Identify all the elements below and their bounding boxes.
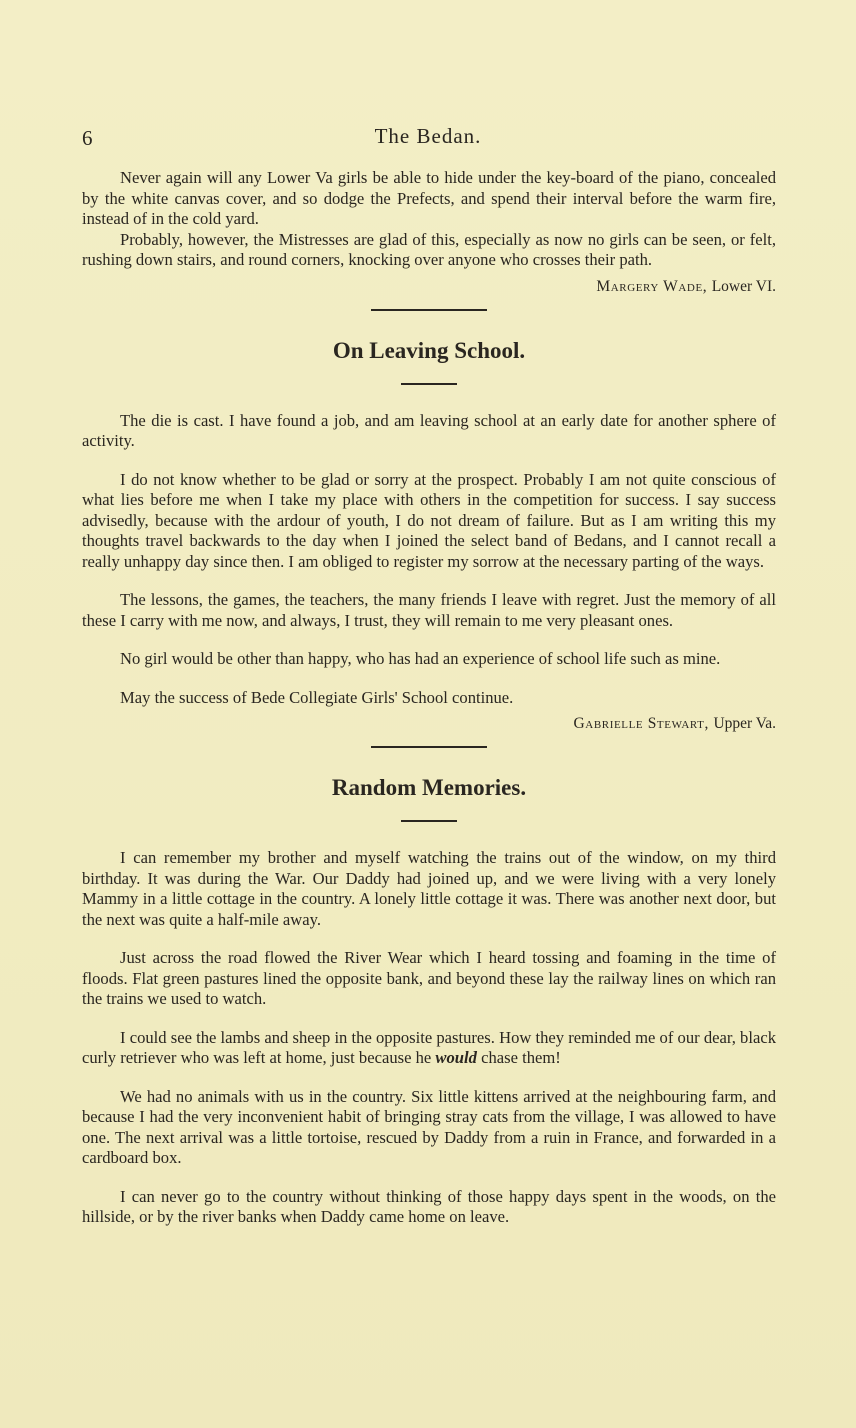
article-paragraph: We had no animals with us in the country. Six little kittens arrived at the neighbouring farm, and because I had the very inconvenient habit of bringing stray cats from the village, I was allowed to have one. The next arrival was a little tortoise, rescued by Daddy from a ruin in France, and forwarded in a cardboard box. — [82, 1086, 776, 1167]
intro-paragraph: Probably, however, the Mistresses are glad of this, especially as now no girls can be seen, or felt, rushing down stairs, and round corners, knocking over anyone who crosses their path. — [82, 229, 776, 269]
title-rule — [401, 383, 457, 385]
signature-form: Lower VI. — [711, 277, 776, 295]
article-paragraph: The lessons, the games, the teachers, the many friends I leave with regret. Just the memory of all these I carry with me now, and always, I trust, they will remain to me very pleasant ones. — [82, 590, 776, 630]
signature-form: Upper Va. — [713, 715, 776, 732]
article-title: On Leaving School. — [332, 337, 526, 363]
article-title: Random Memories. — [331, 775, 527, 800]
article-signature — [82, 714, 776, 734]
article-paragraph — [82, 1028, 776, 1069]
title-rule — [401, 820, 457, 822]
intro-signature — [82, 277, 776, 297]
paragraph-text: I could see the lambs and sheep in the opposite pastures. How they reminded me of our dear, black curly retriever who was left at home, just because he — [82, 1027, 776, 1067]
article-paragraph: No girl would be other than happy, who has had an experience of school life such as mine. — [120, 649, 721, 668]
page-header — [82, 124, 774, 154]
intro-paragraph: Never again will any Lower Va girls be able to hide under the key-board of the piano, concealed by the white canvas cover, and so dodge the Prefects, and spend their interval before the warm fire, instead of in the cold yard. — [82, 168, 776, 228]
paragraph-text: chase them! — [481, 1048, 561, 1067]
section-divider — [371, 746, 487, 748]
section-divider — [371, 309, 487, 311]
article-paragraph: I do not know whether to be glad or sorry at the prospect. Probably I am not quite conscious of what lies before me when I take my place with others in the competition for success. I say success advisedly, because with the ardour of youth, I do not dream of failure. But as I am writing this my thoughts travel backwards to the day when I joined the select band of Bedans, and I cannot recall a really unhappy day since then. I am obliged to register my sorrow at the necessary parting of the ways. — [82, 469, 776, 571]
article-paragraph: The die is cast. I have found a job, and am leaving school at an early date for another sphere of activity. — [82, 410, 776, 450]
emphasis-word: would — [435, 1048, 477, 1067]
article-on-leaving-school — [82, 337, 776, 749]
article-paragraph: I can never go to the country without thinking of those happy days spent in the woods, on the hillside, or by the river banks when Daddy came home on leave. — [82, 1186, 776, 1226]
running-title: The Bedan. — [374, 124, 482, 148]
page-number: 6 — [82, 126, 93, 150]
article-random-memories — [82, 774, 776, 1228]
intro-section — [82, 168, 776, 311]
article-paragraph: May the success of Bede Collegiate Girls' School continue. — [120, 687, 514, 707]
signature-name: Gabrielle Stewart, — [573, 715, 709, 732]
signature-name: Margery Wade, — [596, 277, 708, 295]
article-paragraph: I can remember my brother and myself watching the trains out of the window, on my third birthday. It was during the War. Our Daddy had joined up, and we were living with a very lonely Mammy in a little cottage in the country. A lonely little cottage it was. There was another next door, but the next was quite a half-mile away. — [82, 848, 776, 929]
page-content — [82, 168, 776, 1228]
article-paragraph: Just across the road flowed the River Wear which I heard tossing and foaming in the time of floods. Flat green pastures lined the opposite bank, and beyond these lay the railway lines on which ran the trains we used to watch. — [82, 948, 776, 1008]
